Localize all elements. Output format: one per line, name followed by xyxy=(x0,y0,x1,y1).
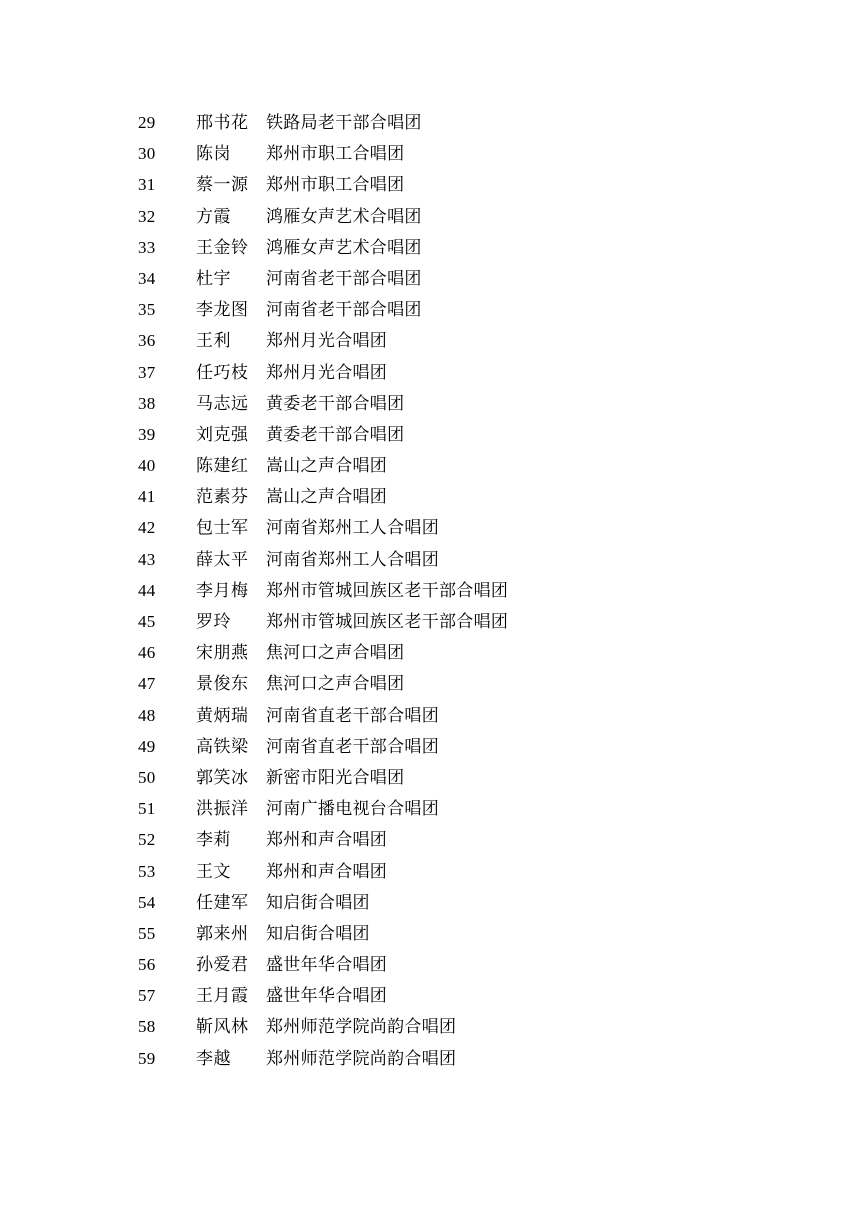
row-number: 43 xyxy=(138,549,156,569)
row-group: 盛世年华合唱团 xyxy=(266,986,388,1006)
list-item xyxy=(0,513,850,544)
list-item xyxy=(0,139,850,170)
row-number: 48 xyxy=(138,705,156,725)
row-name: 陈岗 xyxy=(196,144,231,164)
row-name: 李龙图 xyxy=(196,300,249,320)
row-group: 河南省直老干部合唱团 xyxy=(266,705,439,725)
row-group: 知启街合唱团 xyxy=(266,923,370,943)
row-group: 铁路局老干部合唱团 xyxy=(266,113,422,132)
list-item xyxy=(0,794,850,825)
row-name: 孙爱君 xyxy=(196,955,249,975)
row-group: 焦河口之声合唱团 xyxy=(266,643,405,663)
list-item xyxy=(0,1012,850,1043)
row-number: 58 xyxy=(138,1017,156,1037)
list-item xyxy=(0,358,850,389)
row-group: 河南省直老干部合唱团 xyxy=(266,736,439,756)
row-group: 焦河口之声合唱团 xyxy=(266,674,405,694)
list-item xyxy=(0,888,850,919)
list-item xyxy=(0,264,850,295)
row-group: 盛世年华合唱团 xyxy=(266,955,388,975)
row-group: 嵩山之声合唱团 xyxy=(266,456,388,476)
row-number: 56 xyxy=(138,955,156,975)
row-group: 黄委老干部合唱团 xyxy=(266,424,405,444)
row-number: 55 xyxy=(138,923,156,943)
row-name: 高铁梁 xyxy=(196,736,249,756)
row-name: 罗玲 xyxy=(196,612,231,631)
row-name: 蔡一源 xyxy=(196,175,249,195)
row-group: 郑州市管城回族区老干部合唱团 xyxy=(266,612,509,631)
row-group: 郑州市职工合唱团 xyxy=(266,144,405,164)
list-item xyxy=(0,233,850,264)
row-group: 郑州月光合唱团 xyxy=(266,331,388,351)
row-group: 郑州和声合唱团 xyxy=(266,830,388,850)
row-group: 郑州市管城回族区老干部合唱团 xyxy=(266,580,509,600)
row-number: 35 xyxy=(138,300,156,320)
row-name: 邢书花 xyxy=(196,113,249,132)
row-name: 任建军 xyxy=(196,892,249,912)
row-name: 李月梅 xyxy=(196,580,249,600)
row-group: 嵩山之声合唱团 xyxy=(266,487,388,507)
list-item xyxy=(0,732,850,763)
row-name: 李莉 xyxy=(196,830,231,850)
row-group: 黄委老干部合唱团 xyxy=(266,393,405,413)
row-number: 42 xyxy=(138,518,156,538)
row-number: 45 xyxy=(138,612,156,631)
row-number: 59 xyxy=(138,1048,156,1068)
row-number: 52 xyxy=(138,830,156,850)
row-name: 王文 xyxy=(196,861,231,881)
list-item xyxy=(0,763,850,794)
row-number: 41 xyxy=(138,487,156,507)
list-item xyxy=(0,857,850,888)
row-name: 郭来州 xyxy=(196,923,249,943)
list-item xyxy=(0,607,850,638)
list-item xyxy=(0,295,850,326)
list-item xyxy=(0,638,850,669)
list-item xyxy=(0,545,850,576)
row-number: 51 xyxy=(138,799,156,819)
list-item xyxy=(0,701,850,732)
list-item xyxy=(0,420,850,451)
list-item xyxy=(0,981,850,1012)
list-item xyxy=(0,950,850,981)
list-item xyxy=(0,108,850,139)
row-number: 37 xyxy=(138,362,156,382)
row-group: 郑州师范学院尚韵合唱团 xyxy=(266,1017,457,1037)
row-name: 黄炳瑞 xyxy=(196,705,249,725)
row-group: 河南省老干部合唱团 xyxy=(266,268,422,288)
row-number: 53 xyxy=(138,861,156,881)
row-group: 河南省老干部合唱团 xyxy=(266,300,422,320)
row-number: 33 xyxy=(138,237,156,257)
row-number: 50 xyxy=(138,767,156,787)
row-name: 王利 xyxy=(196,331,231,351)
row-group: 郑州市职工合唱团 xyxy=(266,175,405,195)
row-name: 刘克强 xyxy=(196,424,249,444)
row-name: 陈建红 xyxy=(196,456,249,476)
row-number: 29 xyxy=(138,113,156,132)
row-name: 景俊东 xyxy=(196,674,249,694)
row-number: 57 xyxy=(138,986,156,1006)
list-item xyxy=(0,326,850,357)
row-name: 任巧枝 xyxy=(196,362,249,382)
row-name: 王金铃 xyxy=(196,237,249,257)
row-name: 郭笑冰 xyxy=(196,767,249,787)
list-item xyxy=(0,919,850,950)
list-item xyxy=(0,202,850,233)
row-number: 36 xyxy=(138,331,156,351)
row-group: 河南省郑州工人合唱团 xyxy=(266,549,439,569)
row-number: 31 xyxy=(138,175,156,195)
row-number: 32 xyxy=(138,206,156,226)
list-item xyxy=(0,451,850,482)
row-name: 杜宇 xyxy=(196,268,231,288)
list-item xyxy=(0,389,850,420)
list-item xyxy=(0,576,850,607)
list-item xyxy=(0,1044,850,1075)
row-number: 47 xyxy=(138,674,156,694)
row-group: 河南省郑州工人合唱团 xyxy=(266,518,439,538)
row-number: 34 xyxy=(138,268,156,288)
list-item xyxy=(0,825,850,856)
list-item xyxy=(0,669,850,700)
row-group: 鸿雁女声艺术合唱团 xyxy=(266,206,422,226)
row-number: 39 xyxy=(138,424,156,444)
row-group: 河南广播电视台合唱团 xyxy=(266,799,439,819)
row-number: 46 xyxy=(138,643,156,663)
row-name: 宋朋燕 xyxy=(196,643,249,663)
row-group: 新密市阳光合唱团 xyxy=(266,767,405,787)
row-group: 郑州和声合唱团 xyxy=(266,861,388,881)
row-name: 马志远 xyxy=(196,393,249,413)
row-name: 李越 xyxy=(196,1048,231,1068)
row-group: 郑州师范学院尚韵合唱团 xyxy=(266,1048,457,1068)
row-name: 洪振洋 xyxy=(196,799,249,819)
row-group: 郑州月光合唱团 xyxy=(266,362,388,382)
row-name: 方霞 xyxy=(196,206,231,226)
list-item xyxy=(0,482,850,513)
row-number: 54 xyxy=(138,892,156,912)
row-number: 49 xyxy=(138,736,156,756)
row-group: 鸿雁女声艺术合唱团 xyxy=(266,237,422,257)
row-name: 包士军 xyxy=(196,518,249,538)
row-name: 薛太平 xyxy=(196,549,249,569)
row-name: 王月霞 xyxy=(196,986,249,1006)
row-group: 知启街合唱团 xyxy=(266,892,370,912)
row-number: 30 xyxy=(138,144,156,164)
row-name: 靳风林 xyxy=(196,1017,249,1037)
list-item xyxy=(0,170,850,201)
row-name: 范素芬 xyxy=(196,487,249,507)
row-number: 38 xyxy=(138,393,156,413)
row-number: 44 xyxy=(138,580,156,600)
row-number: 40 xyxy=(138,456,156,476)
